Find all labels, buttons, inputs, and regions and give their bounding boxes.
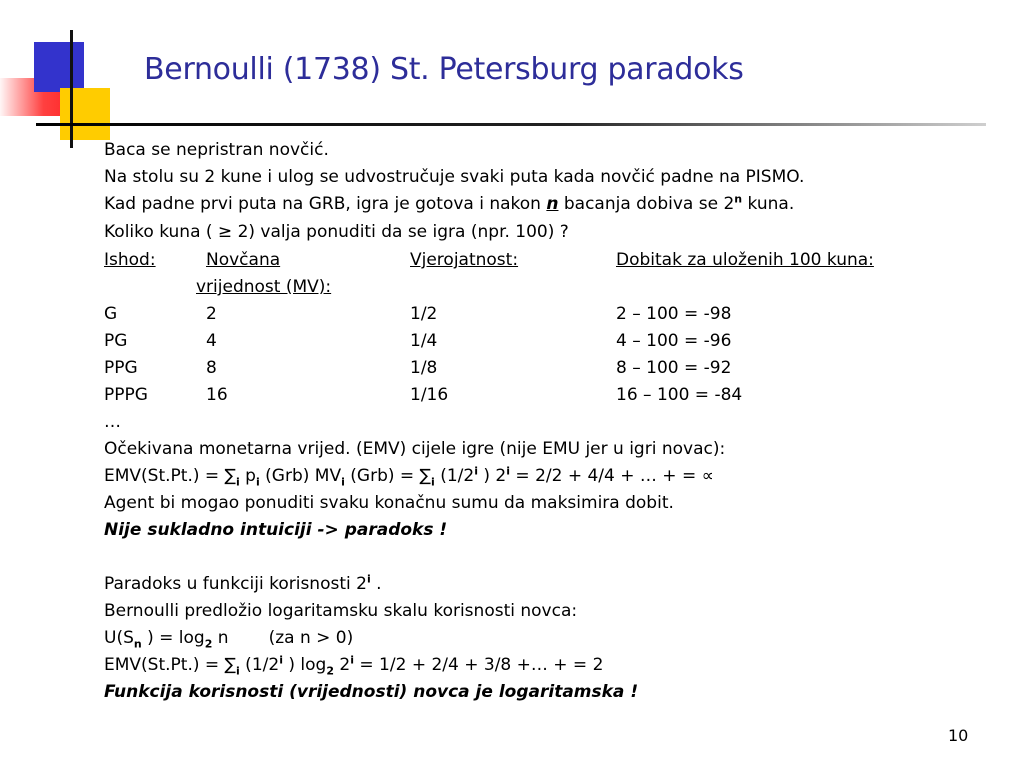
utility-formula — [104, 625, 984, 652]
formula-part: (1/2 — [239, 655, 280, 675]
emv-intro: Očekivana monetarna vrijed. (EMV) cijele igre (nije EMU jer u igri novac): — [104, 439, 726, 459]
formula-part: EMV(St.Pt.) = ∑ — [104, 466, 236, 486]
intro-line-3 — [104, 191, 984, 218]
cell-outcome: PG — [104, 331, 128, 351]
conclusion: Funkcija korisnosti (vrijednosti) novca je logaritamska ! — [104, 682, 639, 702]
cell-outcome: PPPG — [104, 385, 148, 405]
subscript-i: i — [255, 475, 260, 489]
cell-money: 2 — [206, 304, 217, 324]
superscript-i: i — [350, 653, 354, 667]
subscript-2: 2 — [326, 664, 334, 678]
cell-money: 8 — [206, 358, 217, 378]
n-variable: n — [546, 194, 559, 214]
table-header-row-2 — [104, 274, 984, 301]
utility-intro — [104, 571, 984, 598]
cell-prob: 1/16 — [410, 385, 449, 405]
table-ellipsis: … — [104, 412, 121, 432]
bernoulli-proposal: Bernoulli predložio logaritamsku skalu korisnosti novca: — [104, 601, 578, 621]
slide-body — [104, 137, 984, 706]
title-underline — [36, 123, 986, 126]
decor-blue-square — [34, 42, 84, 92]
cell-money: 4 — [206, 331, 217, 351]
intro-line-4: Koliko kuna ( ≥ 2) valja ponuditi da se igra (npr. 100) ? — [104, 222, 569, 242]
exponent-n: n — [734, 192, 743, 206]
subscript-2: 2 — [204, 637, 213, 651]
slide-title: Bernoulli (1738) St. Petersburg paradoks — [144, 52, 744, 87]
table-row — [104, 301, 984, 328]
emv-agent-line: Agent bi mogao ponuditi svaku konačnu sumu da maksimira dobit. — [104, 493, 674, 513]
formula-part: EMV(St.Pt.) = ∑ — [104, 655, 236, 675]
cell-gain: 8 – 100 = -92 — [616, 358, 732, 378]
formula-part: (1/2 — [434, 466, 475, 486]
formula-part: U(S — [104, 628, 134, 648]
cell-gain: 4 – 100 = -96 — [616, 331, 732, 351]
table-row — [104, 328, 984, 355]
subscript-i: i — [431, 475, 435, 489]
spacer — [104, 544, 984, 571]
cell-gain: 16 – 100 = -84 — [616, 385, 743, 405]
intro-line-3-end: kuna. — [742, 194, 795, 214]
page-number: 10 — [948, 726, 969, 745]
superscript-i: i — [506, 464, 511, 478]
emv-formula — [104, 463, 984, 490]
formula-part: (Grb) = ∑ — [344, 466, 432, 486]
formula-part: 2 — [333, 655, 351, 675]
formula-condition: (za n > 0) — [268, 628, 354, 648]
cell-money: 16 — [206, 385, 228, 405]
table-header-row — [104, 247, 984, 274]
superscript-i: i — [474, 464, 478, 478]
formula-part: = 2/2 + 4/4 + … + = ∝ — [510, 466, 714, 486]
cell-outcome: G — [104, 304, 118, 324]
cell-gain: 2 – 100 = -98 — [616, 304, 732, 324]
header-prob: Vjerojatnost: — [410, 250, 519, 270]
table-row — [104, 382, 984, 409]
decor-yellow-square — [60, 88, 110, 140]
cell-prob: 1/4 — [410, 331, 438, 351]
intro-line-3-mid: bacanja dobiva se 2 — [558, 194, 735, 214]
formula-part: (Grb) MV — [259, 466, 342, 486]
header-outcome: Ishod: — [104, 250, 156, 270]
cell-prob: 1/8 — [410, 358, 438, 378]
cell-outcome: PPG — [104, 358, 138, 378]
header-money-2: vrijednost (MV): — [196, 277, 332, 297]
utility-intro-text: Paradoks u funkciji korisnosti 2 — [104, 574, 367, 594]
subscript-i: i — [341, 475, 345, 489]
superscript-i: i — [366, 572, 371, 586]
intro-line-1: Baca se nepristran novčić. — [104, 140, 329, 160]
paradox-statement: Nije sukladno intuiciji -> paradoks ! — [104, 520, 448, 540]
subscript-n: n — [133, 637, 142, 651]
formula-part: ) 2 — [477, 466, 507, 486]
subscript-i: i — [236, 664, 240, 678]
table-row — [104, 355, 984, 382]
intro-line-3-text: Kad padne prvi puta na GRB, igra je gotova i nakon — [104, 194, 547, 214]
header-gain: Dobitak za uloženih 100 kuna: — [616, 250, 874, 270]
formula-part: n — [212, 628, 229, 648]
formula-part: = 1/2 + 2/4 + 3/8 +… + = 2 — [354, 655, 604, 675]
formula-part: ) log — [282, 655, 327, 675]
subscript-i: i — [236, 475, 240, 489]
cell-prob: 1/2 — [410, 304, 438, 324]
superscript-i: i — [279, 653, 283, 667]
decor-vertical-line — [70, 30, 73, 148]
intro-line-2: Na stolu su 2 kune i ulog se udvostručuje svaki puta kada novčić padne na PISMO. — [104, 167, 805, 187]
formula-part: p — [239, 466, 256, 486]
formula-part: ) = log — [141, 628, 205, 648]
utility-intro-end: . — [370, 574, 382, 594]
header-money: Novčana — [206, 250, 281, 270]
emv-log-formula — [104, 652, 984, 679]
